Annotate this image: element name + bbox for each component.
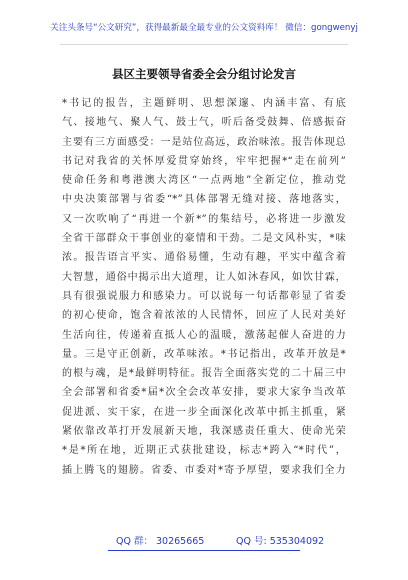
body-line: 的初心使命，饱含着浓浓的人民情怀，回应了人民对美好 — [62, 310, 346, 322]
body-line: 具有很强说服力和感染力。可以说每一句话都彰显了省委 — [62, 290, 346, 302]
body-line: *书记的报告，主题鲜明、思想深邃、内涵丰富、有底 — [62, 98, 346, 109]
body-line: 浓。报告语言平实、通俗易懂，生动有趣，平实中蕴含着 — [62, 252, 346, 264]
body-line: 插上腾飞的翅膀。省委、市委对*寄予厚望，要求我们全力 — [62, 464, 346, 476]
footer-underline — [108, 550, 300, 551]
body-line: 全省干部群众干事创业的豪情和干劲。二是文风朴实，*味 — [62, 233, 346, 245]
body-line: 又一次吹响了“再进一个新*”的集结号，必将进一步激发 — [62, 213, 346, 225]
body-line: 促进派、实干家，在进一步全面深化改革中抓主抓重，紧 — [62, 406, 346, 418]
body-line: 量。三是守正创新，改革味浓。*书记指出，改革开放是* — [62, 348, 346, 360]
header-promo-note: 关注头条号“公文研究”，获得最新最全最专业的公文资料库！ 微信：gongwenyj — [50, 23, 358, 33]
header-divider — [60, 44, 348, 45]
body-line: 使命任务和粤港澳大湾区“一点两地”全新定位，推动党 — [62, 175, 346, 187]
body-line: 大智慧，通俗中揭示出大道理，让人如沐春风，如饮甘霖， — [62, 271, 346, 283]
footer-contacts — [0, 535, 408, 549]
qq-group-number: QQ 群： 30265665 — [116, 536, 205, 547]
document-body — [62, 94, 346, 480]
body-line: *是*所在地，近期正式获批建设，标志*跨入“*时代”， — [62, 445, 346, 457]
body-line: 主要有三方面感受：一是站位高远，政治味浓。报告体现总 — [62, 136, 346, 148]
body-line: 紧依靠改革打开发展新天地，我深感责任重大、使命光荣 — [62, 426, 346, 438]
document-title: 县区主要领导省委全会分组讨论发言 — [112, 67, 296, 81]
body-line: 的根与魂，是*最鲜明特征。报告全面落实党的二十届三中 — [62, 368, 346, 380]
qq-account-number: QQ 号: 535304092 — [236, 536, 325, 547]
body-line: 生活向往，传递着直抵人心的温暖，激荡起催人奋进的力 — [62, 329, 346, 341]
body-line: 中央决策部署与省委“*”具体部署无缝对接、落地落实， — [62, 194, 346, 206]
body-line: 气、接地气、聚人气、鼓士气，听后备受鼓舞、倍感振奋 — [62, 117, 346, 129]
body-line: 书记对我省的关怀厚爱贯穿始终，牢牢把握*“走在前列” — [62, 155, 346, 167]
body-line: 全会部署和省委*届*次全会改革安排，要求大家争当改革 — [62, 387, 346, 399]
